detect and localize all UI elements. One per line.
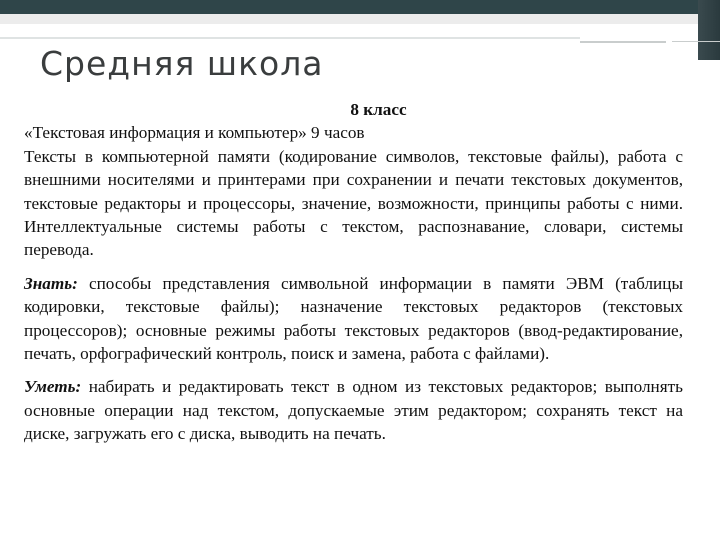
grade-heading: 8 класс [350, 100, 407, 119]
know-label: Знать: [24, 273, 78, 293]
able-label: Уметь: [24, 377, 82, 397]
page-title: Средняя школа [40, 44, 324, 83]
know-paragraph [24, 272, 683, 366]
know-text: способы представления символьной информации в памяти ЭВМ (таблицы кодировки, текстовые файлы); назначение текстовых редакторов (текстовых процессоров); основные режимы работы текстовых редакторов (ввод-редактирование, печать, орфографический контроль, поиск и замена, работа с файлами). [24, 273, 683, 364]
course-title: «Текстовая информация и компьютер» 9 часов [24, 123, 365, 143]
topics-paragraph: Тексты в компьютерной памяти (кодирование символов, текстовые файлы), работа с внешними носителями и принтерами при сохранении и печати текстовых документов, текстовые редакторы и процессоры, значение, возможности, принципы работы с ними. Интеллектуальные системы работы с текстом, распознавание, словари, системы перевода. [24, 146, 683, 260]
slide-corner-decoration [698, 0, 720, 60]
title-divider [0, 37, 580, 39]
title-divider-accent [580, 41, 666, 43]
able-text: набирать и редактировать текст в одном из текстовых редакторов; выполнять основные операции над текстом, допускаемые этим редактором; сохранять текст на диске, загружать его с диска, выводить на печать. [24, 377, 683, 444]
title-divider-accent-small [672, 41, 720, 42]
able-paragraph [24, 375, 683, 445]
slide-header-bar [0, 0, 700, 14]
slide-body [24, 98, 683, 446]
